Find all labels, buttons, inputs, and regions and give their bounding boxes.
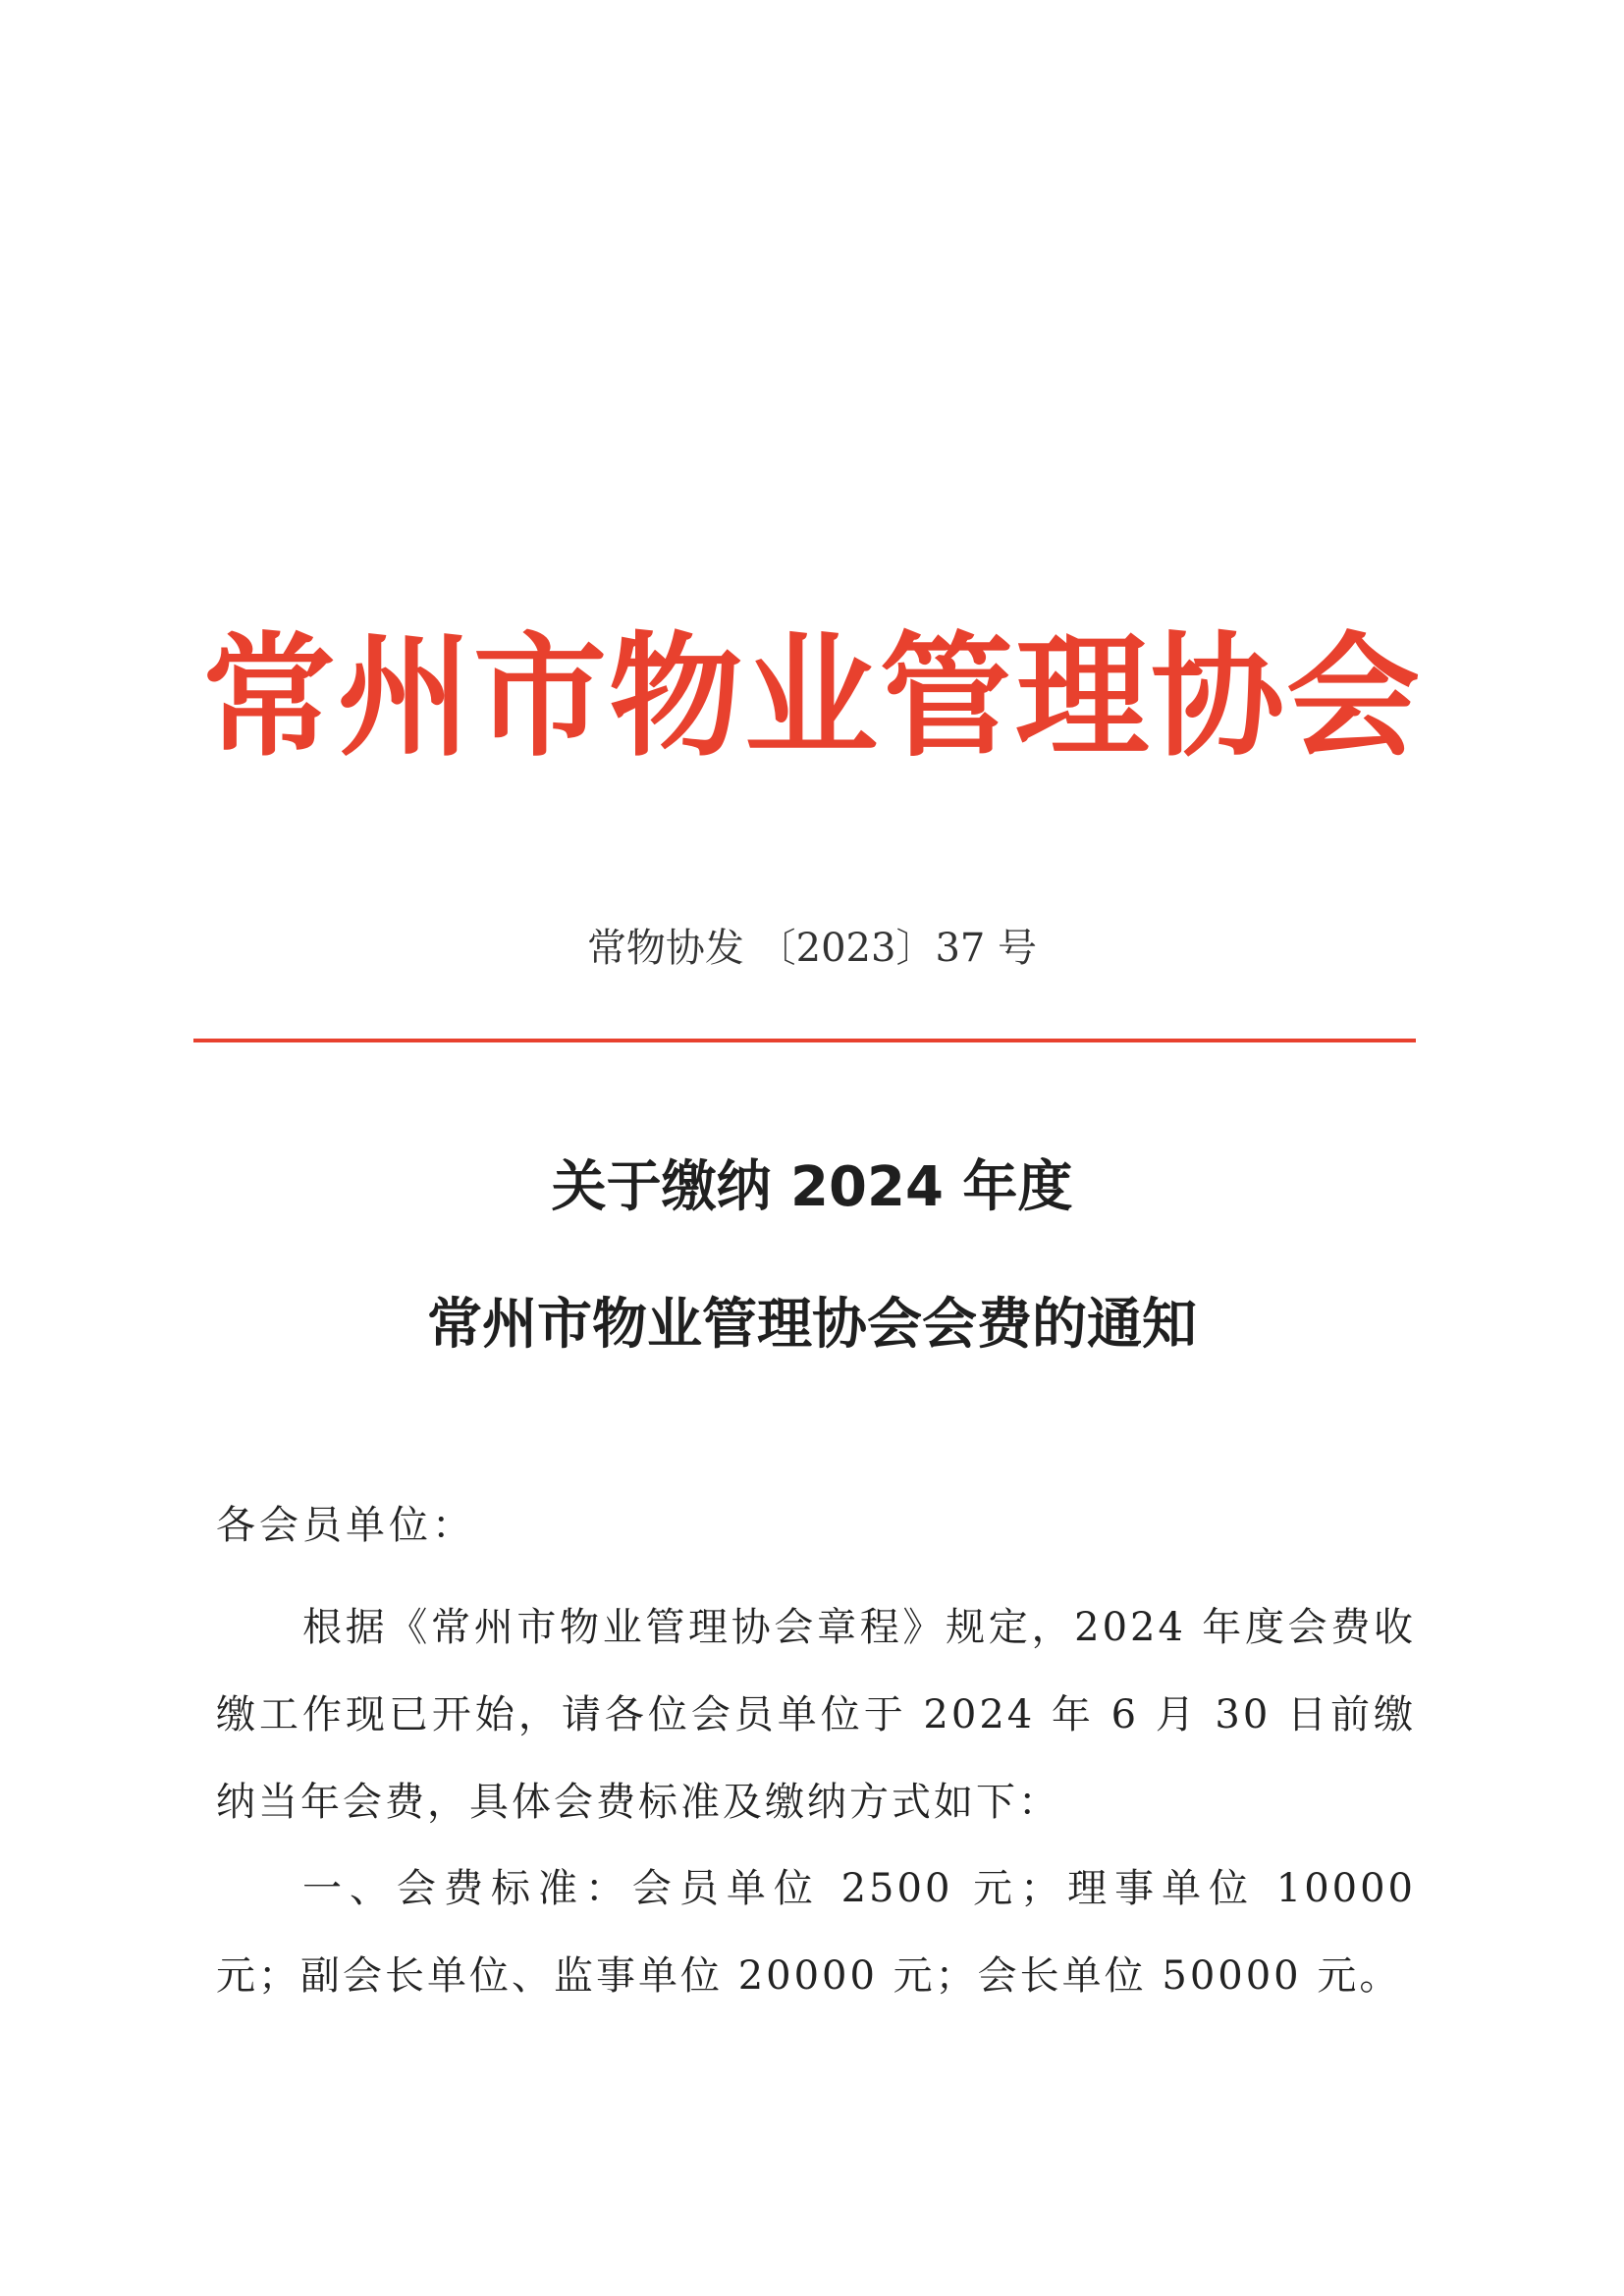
notice-title-line-2: 常州市物业管理协会会费的通知 <box>427 1293 1197 1357</box>
salutation: 各会员单位： <box>216 1503 475 1548</box>
document-number: 常物协发 〔2023〕37 号 <box>586 926 1038 971</box>
body-paragraph-fee-standard: 一、会费标准：会员单位 2500 元；理事单位 10000 元；副会长单位、监事单位 20000 元；会长单位 50000 元。 <box>216 1866 1416 1999</box>
letterhead-divider <box>193 1039 1416 1042</box>
body-paragraph-intro: 根据《常州市物业管理协会章程》规定，2024 年度会费收缴工作现已开始，请各位会员单位于 2024 年 6 月 30 日前缴纳当年会费，具体会费标准及缴纳方式如下： <box>216 1605 1416 1825</box>
notice-title-line-1: 关于缴纳 2024 年度 <box>551 1155 1073 1219</box>
letterhead-organization: 常州市物业管理协会 <box>202 618 1422 775</box>
